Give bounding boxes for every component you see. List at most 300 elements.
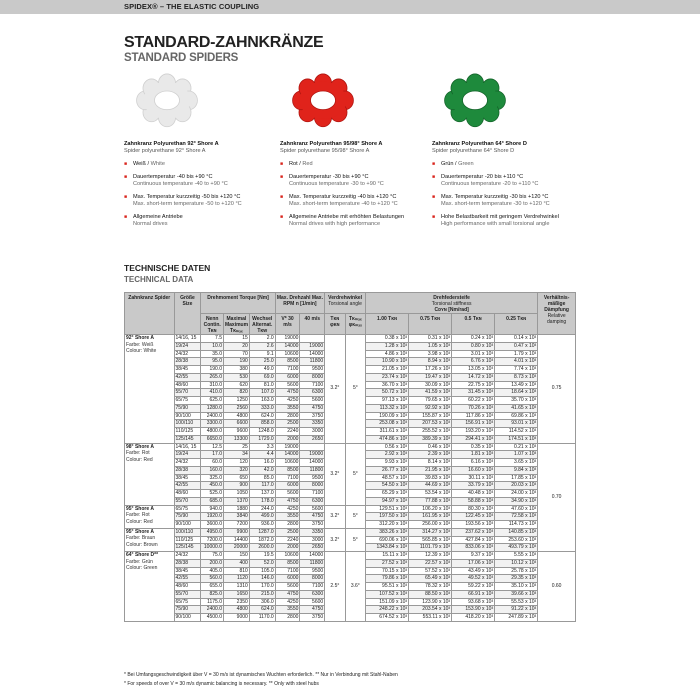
stiffness-050-cell: 9.37 x 10³ bbox=[452, 552, 495, 560]
product-feature: ■ Max. Temperatur kurzzeitig -40 bis +120 °C Max. short-term temperature -40 to +120 °C bbox=[280, 194, 430, 208]
footnote-de: * Bei Umfangsgeschwindigkeit über V = 30 m/s ist dynamisches Wuchten erforderlich. ** Nur in Verbindung mit Stahl-Naben bbox=[124, 672, 398, 678]
section-title: TECHNISCHE DATEN bbox=[124, 263, 211, 273]
stiffness-025-cell: 41.65 x 10³ bbox=[495, 404, 538, 412]
stiffness-025-cell: 114.73 x 10³ bbox=[495, 521, 538, 529]
spider-cell: 95° Shore A Farbe: Braun Colour: Brown bbox=[125, 528, 175, 551]
torque-tkn-cell: 10000.0 bbox=[201, 544, 224, 552]
size-cell: 90/100 bbox=[174, 521, 201, 529]
torque-tkn-cell: 825.0 bbox=[201, 590, 224, 598]
stiffness-100-cell: 474.86 x 10³ bbox=[366, 435, 409, 443]
header-c025: 0.25 Tᴋɴ bbox=[495, 314, 538, 335]
torque-tkmax-cell: 150 bbox=[223, 552, 249, 560]
torque-tkmax-cell: 9000 bbox=[223, 614, 249, 622]
torque-tkn-cell: 265.0 bbox=[201, 373, 224, 381]
stiffness-050-cell: 31.45 x 10³ bbox=[452, 389, 495, 397]
speed-30-cell: 5600 bbox=[275, 583, 300, 591]
stiffness-100-cell: 48.57 x 10³ bbox=[366, 474, 409, 482]
header-spider: Zahnkranz Spider bbox=[125, 293, 175, 335]
stiffness-025-cell: 91.22 x 10³ bbox=[495, 606, 538, 614]
torque-tkn-cell: 310.0 bbox=[201, 381, 224, 389]
torque-tkmax-cell: 25 bbox=[223, 443, 249, 451]
stiffness-075-cell: 106.20 x 10³ bbox=[409, 505, 452, 513]
size-cell: 19/24 bbox=[174, 342, 201, 350]
stiffness-025-cell: 5.55 x 10³ bbox=[495, 552, 538, 560]
stiffness-050-cell: 3.01 x 10³ bbox=[452, 350, 495, 358]
size-cell: 42/55 bbox=[174, 373, 201, 381]
product-subtitle: Spider polyurethane 95/98° Shore A bbox=[280, 148, 370, 154]
section-subtitle: TECHNICAL DATA bbox=[124, 275, 194, 284]
stiffness-050-cell: 193.56 x 10³ bbox=[452, 521, 495, 529]
speed-40-cell: 11800 bbox=[300, 358, 325, 366]
header-phi-tkn: Tᴋɴ φᴋɴ bbox=[325, 314, 345, 335]
stiffness-050-cell: 60.22 x 10³ bbox=[452, 397, 495, 405]
size-cell: 48/60 bbox=[174, 490, 201, 498]
stiffness-025-cell: 247.89 x 10³ bbox=[495, 614, 538, 622]
size-cell: 65/75 bbox=[174, 505, 201, 513]
spider-cell: 95° Shore A Farbe: Rot Colour: Red bbox=[125, 505, 175, 528]
torque-tkw-cell: 19.5 bbox=[249, 552, 275, 560]
size-cell: 55/70 bbox=[174, 497, 201, 505]
speed-40-cell: 2650 bbox=[300, 544, 325, 552]
speed-40-cell: 2650 bbox=[300, 435, 325, 443]
header-c050: 0.5 Tᴋɴ bbox=[452, 314, 495, 335]
torque-tkw-cell: 2.6 bbox=[249, 342, 275, 350]
spider-image bbox=[284, 62, 362, 134]
stiffness-050-cell: 237.62 x 10³ bbox=[452, 528, 495, 536]
stiffness-025-cell: 0.21 x 10³ bbox=[495, 443, 538, 451]
stiffness-100-cell: 9.93 x 10³ bbox=[366, 459, 409, 467]
stiffness-100-cell: 65.29 x 10³ bbox=[366, 490, 409, 498]
header-angle bbox=[325, 293, 366, 314]
stiffness-075-cell: 256.00 x 10³ bbox=[409, 521, 452, 529]
speed-30-cell: 10600 bbox=[275, 552, 300, 560]
speed-40-cell: 4750 bbox=[300, 606, 325, 614]
torque-tkn-cell: 3300.0 bbox=[201, 420, 224, 428]
stiffness-100-cell: 10.90 x 10³ bbox=[366, 358, 409, 366]
torque-tkmax-cell: 3840 bbox=[223, 513, 249, 521]
speed-40-cell: 14000 bbox=[300, 459, 325, 467]
stiffness-100-cell: 190.09 x 10³ bbox=[366, 412, 409, 420]
size-cell: 90/100 bbox=[174, 412, 201, 420]
stiffness-050-cell: 153.90 x 10³ bbox=[452, 606, 495, 614]
torque-tkmax-cell: 1050 bbox=[223, 490, 249, 498]
spider-image bbox=[128, 62, 206, 134]
torque-tkn-cell: 625.0 bbox=[201, 397, 224, 405]
torque-tkw-cell: 117.0 bbox=[249, 482, 275, 490]
stiffness-025-cell: 55.53 x 10³ bbox=[495, 598, 538, 606]
torque-tkw-cell: 1287.0 bbox=[249, 528, 275, 536]
stiffness-100-cell: 0.56 x 10³ bbox=[366, 443, 409, 451]
speed-30-cell: 5600 bbox=[275, 490, 300, 498]
speed-30-cell: 8500 bbox=[275, 466, 300, 474]
angle-tkmax-cell: 5° bbox=[345, 528, 365, 551]
stiffness-100-cell: 248.22 x 10³ bbox=[366, 606, 409, 614]
torque-tkn-cell: 6650.0 bbox=[201, 435, 224, 443]
header-damping-de: Verhältnis-mäßige Dämpfung bbox=[543, 295, 570, 313]
product-card bbox=[124, 62, 274, 228]
speed-30-cell: 3550 bbox=[275, 513, 300, 521]
size-cell: 125/145 bbox=[174, 435, 201, 443]
angle-tkmax-cell: 3.6° bbox=[345, 552, 365, 622]
torque-tkw-cell: 2.0 bbox=[249, 335, 275, 343]
stiffness-075-cell: 1.05 x 10³ bbox=[409, 342, 452, 350]
speed-30-cell: 10600 bbox=[275, 350, 300, 358]
stiffness-025-cell: 35.70 x 10³ bbox=[495, 397, 538, 405]
table-row bbox=[125, 443, 576, 451]
torque-tkw-cell: 1872.0 bbox=[249, 536, 275, 544]
torque-tkmax-cell: 20000 bbox=[223, 544, 249, 552]
stiffness-025-cell: 140.85 x 10³ bbox=[495, 528, 538, 536]
stiffness-100-cell: 54.50 x 10³ bbox=[366, 482, 409, 490]
stiffness-025-cell: 72.58 x 10³ bbox=[495, 513, 538, 521]
stiffness-050-cell: 93.68 x 10³ bbox=[452, 598, 495, 606]
torque-tkn-cell: 655.0 bbox=[201, 583, 224, 591]
stiffness-100-cell: 15.11 x 10³ bbox=[366, 552, 409, 560]
product-colour: ■ Grün / Green bbox=[432, 161, 582, 168]
stiffness-100-cell: 50.72 x 10³ bbox=[366, 389, 409, 397]
stiffness-100-cell: 129.51 x 10³ bbox=[366, 505, 409, 513]
header-angle-de: Verdrehwinkel bbox=[328, 295, 363, 301]
size-cell: 100/110 bbox=[174, 420, 201, 428]
stiffness-075-cell: 79.65 x 10³ bbox=[409, 397, 452, 405]
footnote-en: * For speeds of over V = 30 m/s dynamic balancing is necessary. ** Only with steel hubs bbox=[124, 681, 319, 687]
torque-tkn-cell: 2400.0 bbox=[201, 412, 224, 420]
torque-tkmax-cell: 1120 bbox=[223, 575, 249, 583]
stiffness-025-cell: 29.35 x 10³ bbox=[495, 575, 538, 583]
stiffness-050-cell: 40.48 x 10³ bbox=[452, 490, 495, 498]
stiffness-075-cell: 77.88 x 10³ bbox=[409, 497, 452, 505]
torque-tkmax-cell: 13300 bbox=[223, 435, 249, 443]
torque-tkn-cell: 190.0 bbox=[201, 366, 224, 374]
stiffness-075-cell: 12.39 x 10³ bbox=[409, 552, 452, 560]
product-card bbox=[280, 62, 430, 228]
torque-tkn-cell: 4950.0 bbox=[201, 528, 224, 536]
speed-40-cell: 9500 bbox=[300, 474, 325, 482]
product-subtitle: Spider polyurethane 92° Shore A bbox=[124, 148, 206, 154]
stiffness-050-cell: 33.79 x 10³ bbox=[452, 482, 495, 490]
angle-tkmax-cell: 5° bbox=[345, 335, 365, 444]
speed-40-cell: 5600 bbox=[300, 397, 325, 405]
stiffness-025-cell: 253.60 x 10³ bbox=[495, 536, 538, 544]
product-feature: ■ Dauertemperatur -40 bis +90 °C Continuous temperature -40 to +90 °C bbox=[124, 174, 274, 188]
stiffness-050-cell: 14.72 x 10³ bbox=[452, 373, 495, 381]
stiffness-075-cell: 41.59 x 10³ bbox=[409, 389, 452, 397]
stiffness-075-cell: 389.39 x 10³ bbox=[409, 435, 452, 443]
torque-tkmax-cell: 1650 bbox=[223, 590, 249, 598]
stiffness-025-cell: 0.14 x 10³ bbox=[495, 335, 538, 343]
torque-tkw-cell: 858.0 bbox=[249, 420, 275, 428]
speed-40-cell: 3750 bbox=[300, 614, 325, 622]
speed-40-cell: 6300 bbox=[300, 389, 325, 397]
torque-tkmax-cell: 190 bbox=[223, 358, 249, 366]
stiffness-100-cell: 79.86 x 10³ bbox=[366, 575, 409, 583]
speed-40-cell: 7100 bbox=[300, 381, 325, 389]
header-angle-en: Torsional angle bbox=[328, 301, 362, 307]
stiffness-050-cell: 0.24 x 10³ bbox=[452, 335, 495, 343]
torque-tkw-cell: 170.0 bbox=[249, 583, 275, 591]
torque-tkw-cell: 25.0 bbox=[249, 358, 275, 366]
size-cell: 110/125 bbox=[174, 428, 201, 436]
torque-tkmax-cell: 70 bbox=[223, 350, 249, 358]
stiffness-075-cell: 22.57 x 10³ bbox=[409, 559, 452, 567]
stiffness-075-cell: 88.50 x 10³ bbox=[409, 590, 452, 598]
stiffness-050-cell: 66.91 x 10³ bbox=[452, 590, 495, 598]
size-cell: 55/70 bbox=[174, 590, 201, 598]
header-stiffness bbox=[366, 293, 538, 314]
size-cell: 38/45 bbox=[174, 474, 201, 482]
stiffness-075-cell: 44.69 x 10³ bbox=[409, 482, 452, 490]
speed-30-cell: 2240 bbox=[275, 428, 300, 436]
stiffness-050-cell: 22.75 x 10³ bbox=[452, 381, 495, 389]
stiffness-025-cell: 114.52 x 10³ bbox=[495, 428, 538, 436]
torque-tkmax-cell: 900 bbox=[223, 482, 249, 490]
product-feature: ■ Dauertemperatur -20 bis +110 °C Continuous temperature -20 to +110 °C bbox=[432, 174, 582, 188]
damping-cell: 0.60 bbox=[538, 552, 576, 622]
size-cell: 75/90 bbox=[174, 513, 201, 521]
spider-cell: 64° Shore D** Farbe: Grün Colour: Green bbox=[125, 552, 175, 622]
stiffness-025-cell: 35.10 x 10³ bbox=[495, 583, 538, 591]
speed-30-cell: 14000 bbox=[275, 451, 300, 459]
stiffness-050-cell: 427.84 x 10³ bbox=[452, 536, 495, 544]
size-cell: 24/32 bbox=[174, 350, 201, 358]
speed-40-cell: 19000 bbox=[300, 342, 325, 350]
stiffness-025-cell: 25.78 x 10³ bbox=[495, 567, 538, 575]
stiffness-050-cell: 0.35 x 10³ bbox=[452, 443, 495, 451]
torque-tkw-cell: 3.3 bbox=[249, 443, 275, 451]
speed-30-cell: 7100 bbox=[275, 366, 300, 374]
speed-30-cell: 2800 bbox=[275, 412, 300, 420]
torque-tkw-cell: 9.1 bbox=[249, 350, 275, 358]
stiffness-075-cell: 30.09 x 10³ bbox=[409, 381, 452, 389]
speed-40-cell: 4750 bbox=[300, 513, 325, 521]
stiffness-075-cell: 314.27 x 10³ bbox=[409, 528, 452, 536]
torque-tkn-cell: 4500.0 bbox=[201, 614, 224, 622]
page-title: STANDARD-ZAHNKRÄNZE bbox=[124, 34, 324, 51]
torque-tkw-cell: 333.0 bbox=[249, 404, 275, 412]
torque-tkn-cell: 10.0 bbox=[201, 342, 224, 350]
speed-30-cell: 2000 bbox=[275, 435, 300, 443]
product-feature: ■ Hohe Belastbarkeit mit geringem Verdrehwinkel High performance with small torsional angle bbox=[432, 214, 582, 228]
torque-tkw-cell: 81.0 bbox=[249, 381, 275, 389]
stiffness-050-cell: 30.11 x 10³ bbox=[452, 474, 495, 482]
stiffness-075-cell: 203.54 x 10³ bbox=[409, 606, 452, 614]
torque-tkw-cell: 163.0 bbox=[249, 397, 275, 405]
torque-tkw-cell: 244.0 bbox=[249, 505, 275, 513]
size-cell: 75/90 bbox=[174, 606, 201, 614]
stiffness-050-cell: 0.80 x 10³ bbox=[452, 342, 495, 350]
stiffness-075-cell: 92.92 x 10³ bbox=[409, 404, 452, 412]
torque-tkw-cell: 1248.0 bbox=[249, 428, 275, 436]
stiffness-025-cell: 17.85 x 10³ bbox=[495, 474, 538, 482]
angle-tkn-cell: 3.2° bbox=[325, 505, 345, 528]
stiffness-050-cell: 17.06 x 10³ bbox=[452, 559, 495, 567]
torque-tkn-cell: 325.0 bbox=[201, 474, 224, 482]
stiffness-050-cell: 418.20 x 10³ bbox=[452, 614, 495, 622]
product-feature: ■ Max. Temperatur kurzzeitig -30 bis +120 °C Max. short-term temperature -30 to +120 °C bbox=[432, 194, 582, 208]
stiffness-025-cell: 39.66 x 10³ bbox=[495, 590, 538, 598]
header-c075: 0.75 Tᴋɴ bbox=[409, 314, 452, 335]
torque-tkmax-cell: 620 bbox=[223, 381, 249, 389]
torque-tkn-cell: 1920.0 bbox=[201, 513, 224, 521]
speed-30-cell: 2800 bbox=[275, 521, 300, 529]
header-phi-tkmax: Tᴋₘₐₓ φᴋₘₐₓ bbox=[345, 314, 365, 335]
torque-tkmax-cell: 320 bbox=[223, 466, 249, 474]
header-c100: 1.00 Tᴋɴ bbox=[366, 314, 409, 335]
header-v30: V* 30 m/s bbox=[275, 314, 300, 335]
stiffness-025-cell: 7.74 x 10³ bbox=[495, 366, 538, 374]
size-cell: 19/24 bbox=[174, 451, 201, 459]
torque-tkmax-cell: 650 bbox=[223, 474, 249, 482]
speed-30-cell: 8500 bbox=[275, 559, 300, 567]
stiffness-025-cell: 69.86 x 10³ bbox=[495, 412, 538, 420]
speed-40-cell: 14000 bbox=[300, 350, 325, 358]
stiffness-025-cell: 13.49 x 10³ bbox=[495, 381, 538, 389]
torque-tkn-cell: 1280.0 bbox=[201, 404, 224, 412]
angle-tkmax-cell: 5° bbox=[345, 443, 365, 505]
torque-tkn-cell: 685.0 bbox=[201, 497, 224, 505]
speed-40-cell: 3750 bbox=[300, 521, 325, 529]
torque-tkmax-cell: 1310 bbox=[223, 583, 249, 591]
technical-data-table bbox=[124, 292, 576, 622]
angle-tkn-cell: 3.2° bbox=[325, 443, 345, 505]
size-cell: 100/110 bbox=[174, 528, 201, 536]
brand-title: SPIDEX® – THE ELASTIC COUPLING bbox=[124, 2, 260, 11]
torque-tkmax-cell: 20 bbox=[223, 342, 249, 350]
product-feature: ■ Dauertemperatur -30 bis +90 °C Continuous temperature -30 to +90 °C bbox=[280, 174, 430, 188]
stiffness-100-cell: 27.52 x 10³ bbox=[366, 559, 409, 567]
speed-30-cell: 4250 bbox=[275, 397, 300, 405]
speed-30-cell: 2500 bbox=[275, 420, 300, 428]
stiffness-100-cell: 1343.84 x 10³ bbox=[366, 544, 409, 552]
stiffness-075-cell: 78.32 x 10³ bbox=[409, 583, 452, 591]
torque-tkw-cell: 624.0 bbox=[249, 606, 275, 614]
product-card bbox=[432, 62, 582, 228]
stiffness-100-cell: 197.50 x 10³ bbox=[366, 513, 409, 521]
product-feature: ■ Allgemeine Antriebe mit erhöhten Belastungen Normal drives with high performance bbox=[280, 214, 430, 228]
stiffness-075-cell: 155.87 x 10³ bbox=[409, 412, 452, 420]
size-cell: 55/70 bbox=[174, 389, 201, 397]
angle-tkmax-cell: 5° bbox=[345, 505, 365, 528]
torque-tkn-cell: 7.5 bbox=[201, 335, 224, 343]
stiffness-075-cell: 0.46 x 10³ bbox=[409, 443, 452, 451]
stiffness-100-cell: 26.77 x 10³ bbox=[366, 466, 409, 474]
stiffness-050-cell: 294.41 x 10³ bbox=[452, 435, 495, 443]
torque-tkn-cell: 450.0 bbox=[201, 482, 224, 490]
torque-tkmax-cell: 530 bbox=[223, 373, 249, 381]
header-stiffness-en: Torsional stiffness bbox=[431, 301, 472, 307]
stiffness-075-cell: 553.11 x 10³ bbox=[409, 614, 452, 622]
stiffness-025-cell: 1.07 x 10³ bbox=[495, 451, 538, 459]
stiffness-100-cell: 253.08 x 10³ bbox=[366, 420, 409, 428]
speed-30-cell: 6000 bbox=[275, 575, 300, 583]
speed-40-cell: 8000 bbox=[300, 482, 325, 490]
size-cell: 42/55 bbox=[174, 482, 201, 490]
product-title: Zahnkranz Polyurethan 95/98° Shore A bbox=[280, 141, 383, 147]
speed-30-cell: 8500 bbox=[275, 358, 300, 366]
torque-tkn-cell: 1175.0 bbox=[201, 598, 224, 606]
speed-30-cell: 6000 bbox=[275, 482, 300, 490]
stiffness-025-cell: 9.84 x 10³ bbox=[495, 466, 538, 474]
speed-40-cell: 3000 bbox=[300, 536, 325, 544]
stiffness-025-cell: 10.12 x 10³ bbox=[495, 559, 538, 567]
torque-tkn-cell: 60.0 bbox=[201, 459, 224, 467]
torque-tkmax-cell: 1370 bbox=[223, 497, 249, 505]
torque-tkmax-cell: 820 bbox=[223, 389, 249, 397]
size-cell: 110/125 bbox=[174, 536, 201, 544]
stiffness-050-cell: 1.81 x 10³ bbox=[452, 451, 495, 459]
torque-tkn-cell: 410.0 bbox=[201, 389, 224, 397]
speed-40-cell: 7100 bbox=[300, 490, 325, 498]
torque-tkn-cell: 35.0 bbox=[201, 350, 224, 358]
stiffness-100-cell: 2.92 x 10³ bbox=[366, 451, 409, 459]
stiffness-025-cell: 20.03 x 10³ bbox=[495, 482, 538, 490]
stiffness-025-cell: 1.79 x 10³ bbox=[495, 350, 538, 358]
size-cell: 65/75 bbox=[174, 598, 201, 606]
stiffness-100-cell: 113.32 x 10³ bbox=[366, 404, 409, 412]
table-row bbox=[125, 505, 576, 513]
torque-tkmax-cell: 2350 bbox=[223, 598, 249, 606]
stiffness-050-cell: 6.16 x 10³ bbox=[452, 459, 495, 467]
speed-30-cell: 7100 bbox=[275, 474, 300, 482]
stiffness-025-cell: 8.73 x 10³ bbox=[495, 373, 538, 381]
angle-tkn-cell: 3.2° bbox=[325, 528, 345, 551]
size-cell: 28/38 bbox=[174, 358, 201, 366]
torque-tkn-cell: 560.0 bbox=[201, 575, 224, 583]
stiffness-100-cell: 0.38 x 10³ bbox=[366, 335, 409, 343]
size-cell: 38/45 bbox=[174, 366, 201, 374]
header-tkn: Nenn Contin. Tᴋɴ bbox=[201, 314, 224, 335]
product-title: Zahnkranz Polyurethan 64° Shore D bbox=[432, 141, 527, 147]
stiffness-050-cell: 833.06 x 10³ bbox=[452, 544, 495, 552]
stiffness-075-cell: 207.53 x 10³ bbox=[409, 420, 452, 428]
stiffness-100-cell: 97.13 x 10³ bbox=[366, 397, 409, 405]
table-body bbox=[125, 335, 576, 622]
header-damping-en: Relative damping bbox=[547, 313, 567, 325]
stiffness-025-cell: 18.64 x 10³ bbox=[495, 389, 538, 397]
torque-tkw-cell: 105.0 bbox=[249, 567, 275, 575]
product-feature: ■ Allgemeine Antriebe Normal drives bbox=[124, 214, 274, 228]
torque-tkw-cell: 4.4 bbox=[249, 451, 275, 459]
stiffness-075-cell: 57.52 x 10³ bbox=[409, 567, 452, 575]
size-cell: 38/45 bbox=[174, 567, 201, 575]
stiffness-050-cell: 80.30 x 10³ bbox=[452, 505, 495, 513]
torque-tkmax-cell: 4800 bbox=[223, 606, 249, 614]
header-stiffness-de: Drehfedersteife bbox=[433, 295, 470, 301]
speed-30-cell: 10600 bbox=[275, 459, 300, 467]
speed-30-cell: 2000 bbox=[275, 544, 300, 552]
product-subtitle: Spider polyurethane 64° Shore D bbox=[432, 148, 515, 154]
stiffness-050-cell: 6.76 x 10³ bbox=[452, 358, 495, 366]
torque-tkn-cell: 2400.0 bbox=[201, 606, 224, 614]
stiffness-100-cell: 95.51 x 10³ bbox=[366, 583, 409, 591]
speed-30-cell: 2500 bbox=[275, 528, 300, 536]
stiffness-075-cell: 3.98 x 10³ bbox=[409, 350, 452, 358]
speed-40-cell: 6300 bbox=[300, 497, 325, 505]
torque-tkw-cell: 215.0 bbox=[249, 590, 275, 598]
torque-tkmax-cell: 14400 bbox=[223, 536, 249, 544]
torque-tkn-cell: 405.0 bbox=[201, 567, 224, 575]
torque-tkw-cell: 16.0 bbox=[249, 459, 275, 467]
torque-tkmax-cell: 15 bbox=[223, 335, 249, 343]
header-tkmax: Maximal Maximum Tᴋₘₐₓ bbox=[223, 314, 249, 335]
torque-tkn-cell: 940.0 bbox=[201, 505, 224, 513]
header-tkw: Wechsel Alternat. Tᴋᴡ bbox=[249, 314, 275, 335]
stiffness-050-cell: 70.26 x 10³ bbox=[452, 404, 495, 412]
speed-40-cell: 3350 bbox=[300, 528, 325, 536]
speed-30-cell: 4250 bbox=[275, 505, 300, 513]
speed-40-cell: 3350 bbox=[300, 420, 325, 428]
speed-30-cell: 3550 bbox=[275, 606, 300, 614]
